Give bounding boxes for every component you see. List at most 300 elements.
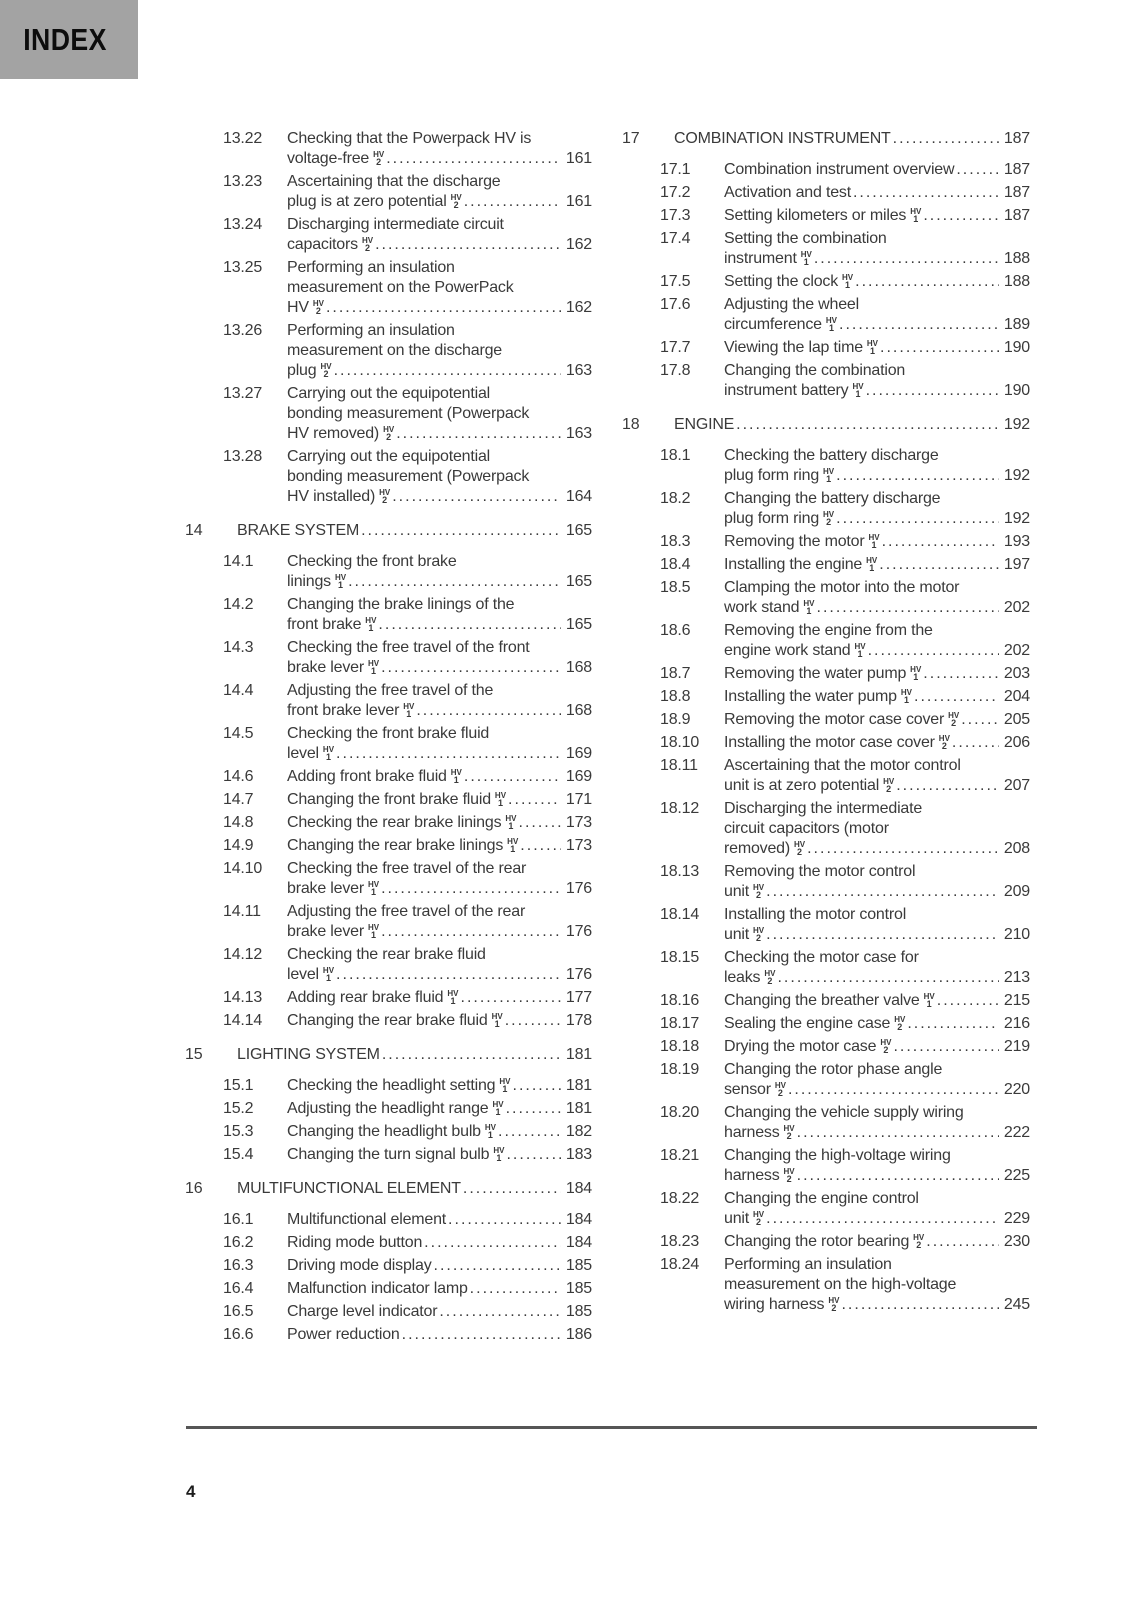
hv-icon-label: HV (322, 745, 335, 754)
entry-title-text (724, 466, 834, 486)
entry-title-block (287, 836, 592, 856)
entry-page-number: 173 (565, 837, 592, 854)
hv-icon-label: HV (894, 1015, 906, 1024)
dot-leader (952, 733, 999, 753)
hv-icon-level: 2 (756, 933, 762, 943)
entry-title-text (724, 272, 853, 292)
entry-title-block (287, 1233, 592, 1253)
hv-icon-level: 2 (831, 1303, 837, 1313)
entry-last-line (724, 183, 1030, 203)
entry-title-line: Setting the clock (724, 273, 838, 290)
entry-title-line: Ascertaining that the discharge (287, 173, 501, 190)
toc-entry (185, 321, 592, 381)
entry-title-line: plug is at zero potential (287, 193, 447, 210)
hv-level-1-icon (507, 838, 518, 853)
entry-page-number: 171 (565, 791, 592, 808)
entry-number: 18.22 (660, 1190, 700, 1207)
entry-title-text (724, 381, 864, 401)
hv-icon-level: 1 (453, 775, 459, 785)
entry-title-block (287, 1256, 592, 1276)
hv-icon-label: HV (774, 1081, 786, 1090)
hv-icon-label: HV (492, 1100, 504, 1109)
dot-leader (777, 968, 998, 988)
dot-leader (797, 1123, 999, 1143)
entry-number: 13.25 (223, 259, 263, 276)
toc-entry (185, 836, 592, 856)
toc-entry (185, 1099, 592, 1119)
entry-page-number: 176 (565, 880, 592, 897)
dot-leader (464, 767, 561, 787)
entry-title-line: Carrying out the equipotential (287, 385, 491, 402)
entry-page-number: 163 (565, 425, 592, 442)
hv-icon-level: 1 (806, 606, 812, 616)
entry-title-text (724, 1209, 764, 1229)
entry-page-number: 183 (565, 1146, 592, 1163)
entry-title-text (724, 1123, 795, 1143)
entry-title-block (724, 446, 1030, 486)
entry-title-block (724, 733, 1030, 753)
hv-level-1-icon (499, 1078, 510, 1093)
entry-number: 14.7 (223, 791, 254, 808)
entry-page-number: 202 (1003, 599, 1030, 616)
entry-title-line: Drying the motor case (724, 1038, 877, 1055)
entry-number: 15.2 (223, 1100, 254, 1117)
entry-page-number: 207 (1003, 777, 1030, 794)
toc-chapter-row (185, 1045, 592, 1065)
entry-title-block (724, 160, 1030, 180)
entry-title-line: Installing the motor control (724, 906, 907, 923)
hv-level-1-icon (368, 881, 379, 896)
entry-title-line: plug form ring (724, 510, 820, 527)
toc-entry (622, 272, 1030, 292)
toc-entry (622, 664, 1030, 684)
entry-last-line (287, 298, 592, 318)
entry-title-block (287, 1279, 592, 1299)
hv-level-2-icon (939, 735, 950, 750)
entry-page-number: 222 (1003, 1124, 1030, 1141)
hv-icon-level: 2 (886, 784, 892, 794)
toc-entry (185, 1233, 592, 1253)
entry-title-block (724, 206, 1030, 226)
hv-icon-label: HV (783, 1167, 795, 1176)
chapter-title: LIGHTING SYSTEM (237, 1046, 380, 1063)
entry-last-line (287, 149, 592, 169)
hv-icon-label: HV (334, 573, 347, 582)
entry-number: 18.19 (660, 1061, 700, 1078)
hv-icon-label: HV (403, 702, 415, 711)
dot-leader (464, 192, 561, 212)
entry-title-line: Setting kilometers or miles (724, 207, 907, 224)
entry-title-block (287, 1325, 592, 1345)
dot-leader (807, 839, 999, 859)
toc-entry (622, 710, 1030, 730)
dot-leader (926, 1232, 999, 1252)
toc-entry (185, 1122, 592, 1142)
hv-level-2-icon (451, 194, 462, 209)
entry-title-block (287, 552, 592, 592)
toc-entry (185, 552, 592, 592)
entry-title-line: unit (724, 883, 749, 900)
toc-entry (622, 1146, 1030, 1186)
entry-title-block (287, 790, 592, 810)
entry-title-line: Checking the front brake fluid (287, 725, 490, 742)
entry-title-block (287, 902, 592, 942)
dot-leader (956, 160, 999, 180)
entry-page-number: 215 (1003, 992, 1030, 1009)
toc-entry (185, 129, 592, 169)
entry-title-block (287, 1302, 592, 1322)
hv-icon-label: HV (450, 768, 462, 777)
dot-leader (882, 532, 999, 552)
hv-level-1-icon (447, 990, 458, 1005)
entry-page-number: 188 (1003, 273, 1030, 290)
entry-title-block (724, 578, 1030, 618)
entry-title-line: voltage-free (287, 150, 370, 167)
dot-leader (866, 381, 999, 401)
hv-level-1-icon (854, 643, 865, 658)
hv-level-1-icon (323, 746, 334, 761)
entry-title-line: Removing the water pump (724, 665, 907, 682)
hv-icon-label: HV (312, 299, 324, 308)
entry-title-block (287, 1099, 592, 1119)
entry-number: 18.11 (660, 757, 698, 774)
entry-title-text (724, 598, 815, 618)
entry-title-block (287, 384, 592, 444)
entry-last-line (724, 249, 1030, 269)
dot-leader (766, 925, 999, 945)
hv-icon-label: HV (491, 1012, 503, 1021)
entry-page-number: 219 (1003, 1038, 1030, 1055)
hv-icon-level: 1 (803, 257, 809, 267)
entry-last-line (287, 658, 592, 678)
entry-page-number: 163 (565, 362, 592, 379)
dot-leader (896, 776, 999, 796)
hv-icon-label: HV (320, 362, 332, 371)
entry-last-line (724, 1209, 1030, 1229)
toc-chapter-row (622, 415, 1030, 435)
hv-icon-level: 1 (325, 752, 331, 762)
entry-last-line (287, 790, 592, 810)
chapter-page-number: 187 (1003, 130, 1030, 147)
entry-title-line: Installing the water pump (724, 688, 897, 705)
entry-title-line: Changing the front brake fluid (287, 791, 491, 808)
entry-number: 14.6 (223, 768, 254, 785)
entry-page-number: 190 (1003, 339, 1030, 356)
hv-level-2-icon (313, 300, 324, 315)
dot-leader (416, 701, 561, 721)
entry-number: 17.4 (660, 230, 691, 247)
entry-last-line (287, 1233, 592, 1253)
entry-number: 18.5 (660, 579, 691, 596)
toc-entry (185, 258, 592, 318)
entry-title-line: Changing the high-voltage wiring (724, 1147, 951, 1164)
hv-level-1-icon (493, 1147, 504, 1162)
hv-icon-label: HV (367, 923, 380, 932)
entry-title-line: bonding measurement (Powerpack (287, 468, 530, 485)
chapter-title: BRAKE SYSTEM (237, 522, 360, 539)
dot-leader (448, 1210, 561, 1230)
entry-page-number: 181 (565, 1100, 592, 1117)
entry-title-line: Changing the engine control (724, 1190, 919, 1207)
hv-icon-level: 1 (903, 695, 909, 705)
entry-number: 17.3 (660, 207, 691, 224)
hv-icon-level: 1 (368, 623, 374, 633)
hv-icon-label: HV (753, 883, 765, 892)
entry-number: 16.6 (223, 1326, 254, 1343)
entry-title-line: Viewing the lap time (724, 339, 863, 356)
entry-title-line: Adjusting the free travel of the rear (287, 903, 526, 920)
hv-level-1-icon (485, 1124, 496, 1139)
toc-section (185, 1179, 592, 1345)
dot-leader (907, 1014, 999, 1034)
dot-leader (914, 687, 999, 707)
hv-icon-label: HV (494, 791, 507, 800)
toc-entry (622, 532, 1030, 552)
hv-icon-label: HV (854, 642, 866, 651)
entry-page-number: 205 (1003, 711, 1030, 728)
hv-level-2-icon (948, 712, 959, 727)
hv-icon-level: 1 (510, 844, 516, 854)
hv-level-1-icon (826, 317, 837, 332)
entry-last-line (724, 1014, 1030, 1034)
entry-title-text (724, 1080, 786, 1100)
toc-entry (622, 991, 1030, 1011)
dot-leader (506, 1145, 560, 1165)
entry-number: 15.4 (223, 1146, 254, 1163)
chapter-number: 17 (622, 130, 640, 147)
entry-page-number: 161 (565, 193, 592, 210)
entry-title-block (724, 710, 1030, 730)
chapter-title: MULTIFUNCTIONAL ELEMENT (237, 1180, 461, 1197)
entry-page-number: 202 (1003, 642, 1030, 659)
entry-title-block (287, 1011, 592, 1031)
entry-title-block (724, 295, 1030, 335)
entry-title-line: Adjusting the free travel of the (287, 682, 494, 699)
dot-leader (855, 272, 999, 292)
hv-level-2-icon (379, 489, 390, 504)
entry-last-line (287, 572, 592, 592)
toc-entry (622, 1060, 1030, 1100)
chapter-number: 18 (622, 416, 640, 433)
entry-title-text (287, 965, 334, 985)
entry-title-line: engine work stand (724, 642, 851, 659)
dot-leader (836, 509, 999, 529)
entry-title-line: Changing the brake linings of the (287, 596, 515, 613)
dot-leader (470, 1279, 561, 1299)
hv-icon-level: 2 (883, 1045, 889, 1055)
hv-icon-label: HV (383, 425, 395, 434)
entry-title-text (287, 1122, 496, 1142)
entry-title-line: Changing the vehicle supply wiring (724, 1104, 964, 1121)
entry-title-line: HV removed) (287, 425, 380, 442)
entry-title-line: measurement on the high-voltage (724, 1276, 957, 1293)
hv-icon-label: HV (825, 316, 838, 325)
entry-title-line: leaks (724, 969, 761, 986)
entry-page-number: 164 (565, 488, 592, 505)
entry-title-line: Riding mode button (287, 1234, 423, 1251)
entry-number: 18.23 (660, 1233, 700, 1250)
entry-title-line: measurement on the PowerPack (287, 279, 514, 296)
entry-title-line: Checking the rear brake linings (287, 814, 502, 831)
dot-leader (461, 988, 561, 1008)
entry-last-line (287, 1210, 592, 1230)
hv-icon-level: 1 (325, 973, 331, 983)
hv-icon-label: HV (883, 777, 895, 786)
hv-level-2-icon (784, 1168, 795, 1183)
entry-title-line: removed) (724, 840, 790, 857)
entry-number: 14.10 (223, 860, 263, 877)
hv-icon-level: 2 (951, 718, 957, 728)
entry-title-line: Checking the free travel of the front (287, 639, 530, 656)
toc-entry (622, 862, 1030, 902)
dot-leader (880, 338, 999, 358)
entry-last-line (724, 598, 1030, 618)
hv-icon-level: 1 (845, 280, 851, 290)
hv-icon-level: 1 (913, 672, 919, 682)
entry-title-text (287, 1233, 422, 1253)
entry-title-block (287, 767, 592, 787)
entry-title-text (287, 836, 518, 856)
entry-number: 16.5 (223, 1303, 254, 1320)
entry-number: 13.23 (223, 173, 263, 190)
dot-leader (348, 572, 561, 592)
entry-title-text (724, 641, 866, 661)
entry-page-number: 192 (1003, 467, 1030, 484)
page-title: INDEX (23, 22, 107, 57)
chapter-number: 14 (185, 522, 203, 539)
entry-last-line (287, 1076, 592, 1096)
entry-title-line: brake lever (287, 880, 364, 897)
entry-number: 14.1 (223, 553, 254, 570)
hv-icon-level: 2 (826, 517, 832, 527)
entry-title-block (724, 687, 1030, 707)
hv-level-1-icon (365, 617, 376, 632)
hv-icon-level: 1 (497, 798, 503, 808)
entry-number: 18.16 (660, 992, 700, 1009)
hv-level-1-icon (868, 534, 879, 549)
entry-number: 16.1 (223, 1211, 254, 1228)
entry-title-block (724, 555, 1030, 575)
entry-title-text (724, 509, 834, 529)
entry-last-line (287, 487, 592, 507)
entry-title-text (287, 1011, 503, 1031)
entry-title-block (724, 664, 1030, 684)
entry-number: 16.3 (223, 1257, 254, 1274)
entry-title-line: Removing the motor (724, 533, 865, 550)
entry-title-text (724, 1037, 891, 1057)
entry-title-block (287, 321, 592, 381)
toc-entry (622, 1189, 1030, 1229)
toc-entry (622, 1255, 1030, 1315)
hv-icon-label: HV (361, 236, 374, 245)
entry-title-line: brake lever (287, 659, 364, 676)
hv-icon-level: 1 (406, 709, 412, 719)
entry-title-block (287, 1145, 592, 1165)
hv-icon-level: 2 (315, 306, 321, 316)
hv-icon-label: HV (913, 1233, 925, 1242)
entry-last-line (287, 1099, 592, 1119)
entry-title-text (724, 733, 950, 753)
entry-title-text (724, 1014, 905, 1034)
entry-last-line (287, 1256, 592, 1276)
dot-leader (961, 710, 999, 730)
entry-title-text (287, 988, 459, 1008)
hv-icon-label: HV (505, 814, 517, 823)
entry-title-line: wiring harness (724, 1296, 825, 1313)
entry-title-block (724, 799, 1030, 859)
toc-entry (622, 799, 1030, 859)
hv-level-1-icon (451, 769, 462, 784)
entry-number: 18.24 (660, 1256, 700, 1273)
entry-page-number: 208 (1003, 840, 1030, 857)
dot-leader (336, 744, 561, 764)
entry-number: 14.5 (223, 725, 254, 742)
entry-title-line: Changing the rotor phase angle (724, 1061, 943, 1078)
entry-last-line (724, 466, 1030, 486)
hv-level-2-icon (753, 884, 764, 899)
dot-leader (508, 790, 561, 810)
entry-page-number: 169 (565, 745, 592, 762)
toc-entry (185, 945, 592, 985)
hv-icon-label: HV (868, 533, 880, 542)
entry-number: 18.10 (660, 734, 700, 751)
entry-title-line: linings (287, 573, 331, 590)
entry-title-line: Performing an insulation (724, 1256, 892, 1273)
entry-title-line: Clamping the motor into the motor (724, 579, 960, 596)
hv-level-2-icon (753, 927, 764, 942)
entry-last-line (287, 836, 592, 856)
entry-number: 14.9 (223, 837, 254, 854)
entry-title-line: Changing the headlight bulb (287, 1123, 481, 1140)
entry-title-block (287, 1076, 592, 1096)
toc-entry (185, 767, 592, 787)
entry-title-block (287, 1210, 592, 1230)
entry-title-text (724, 776, 894, 796)
entry-last-line (724, 338, 1030, 358)
dot-leader (463, 1179, 561, 1199)
entry-title-text (724, 315, 837, 335)
entry-page-number: 190 (1003, 382, 1030, 399)
entry-last-line (724, 641, 1030, 661)
entry-page-number: 229 (1003, 1210, 1030, 1227)
dot-leader (392, 487, 561, 507)
entry-last-line (724, 776, 1030, 796)
footer-divider (186, 1426, 1037, 1429)
toc-entry (185, 638, 592, 678)
hv-icon-label: HV (823, 510, 835, 519)
hv-level-2-icon (320, 363, 331, 378)
entry-title-block (287, 215, 592, 255)
entry-title-text (724, 1295, 839, 1315)
entry-last-line (724, 1037, 1030, 1057)
hv-icon-label: HV (450, 193, 462, 202)
entry-title-block (724, 905, 1030, 945)
entry-page-number: 230 (1003, 1233, 1030, 1250)
toc-entry (622, 733, 1030, 753)
entry-title-line: Changing the breather valve (724, 992, 920, 1009)
hv-icon-label: HV (803, 599, 815, 608)
entry-last-line (724, 882, 1030, 902)
hv-level-2-icon (383, 426, 394, 441)
entry-last-line (724, 991, 1030, 1011)
hv-icon-label: HV (866, 339, 879, 348)
entry-page-number: 187 (1003, 207, 1030, 224)
hv-icon-level: 1 (495, 1107, 501, 1117)
toc-column-left (185, 129, 592, 1348)
entry-title-line: Checking the headlight setting (287, 1077, 496, 1094)
entry-page-number: 187 (1003, 161, 1030, 178)
dot-leader (498, 1122, 561, 1142)
